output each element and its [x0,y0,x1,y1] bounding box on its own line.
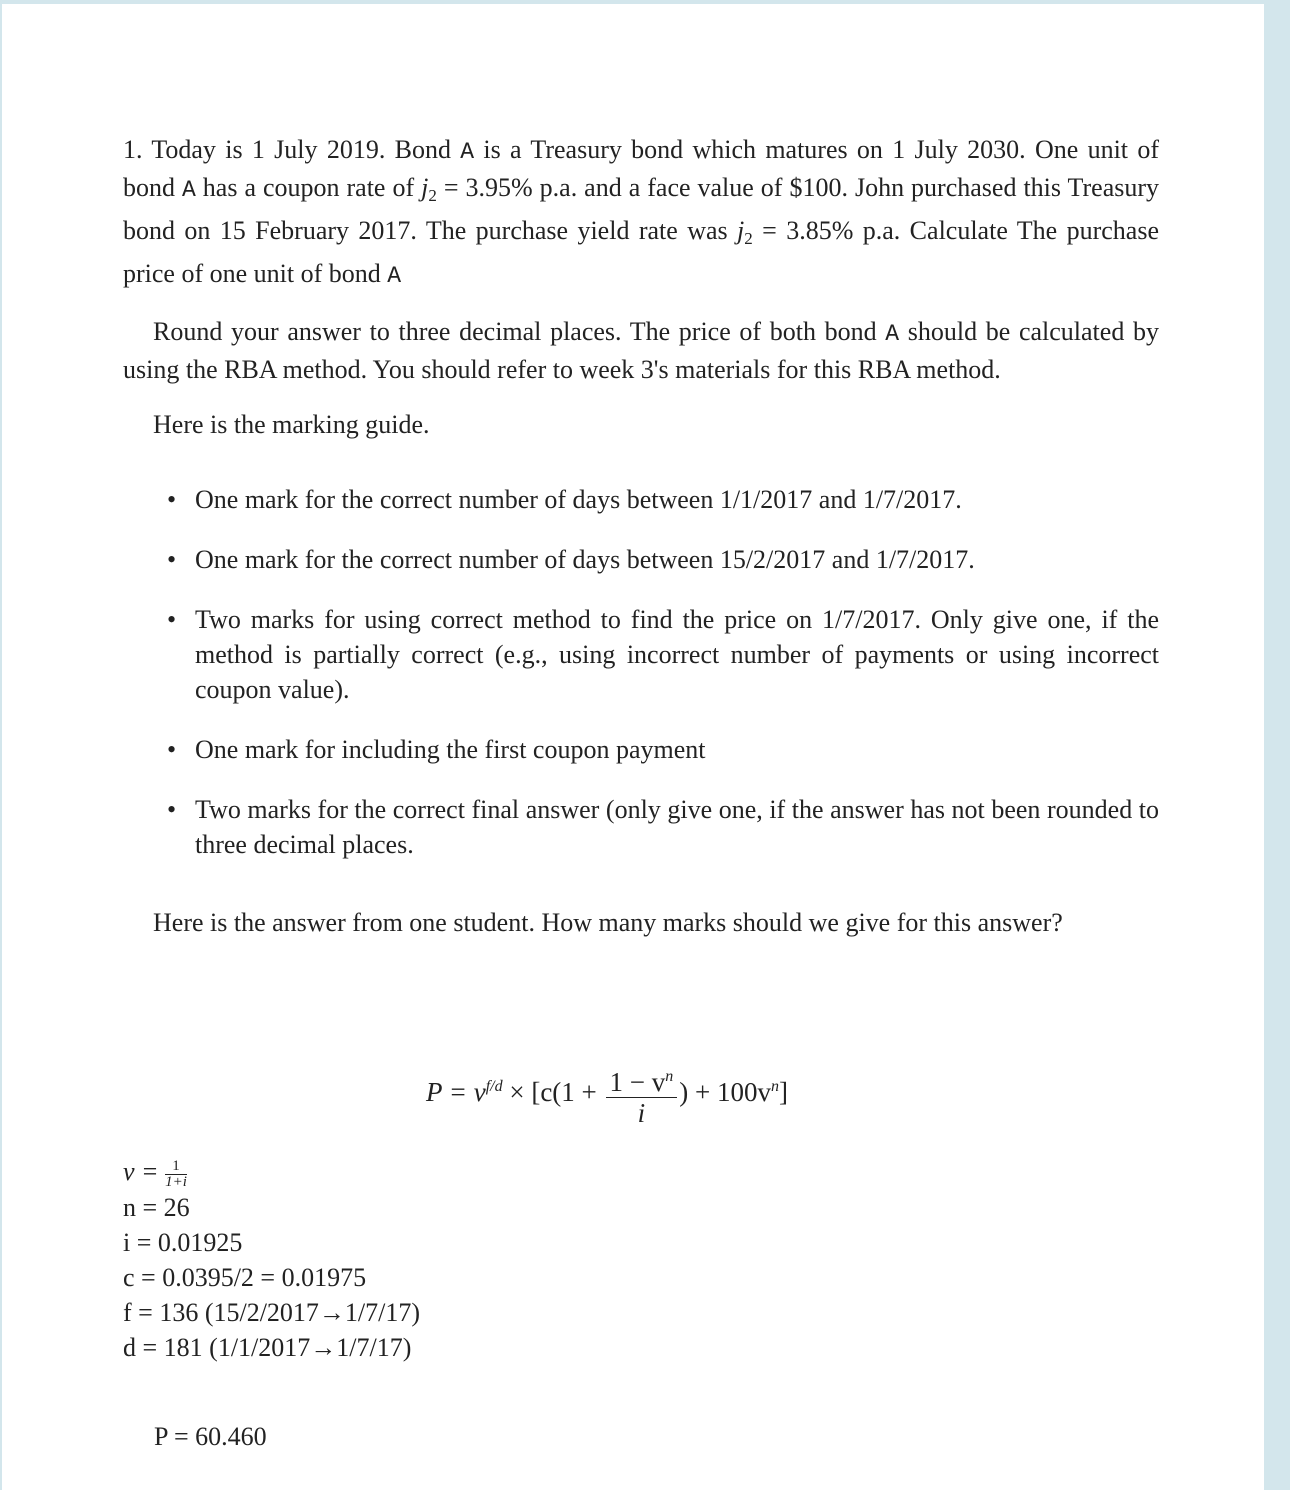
formula-part: ) + 100v [679,1077,771,1108]
question-text: has a coupon rate of [195,173,422,202]
fraction-denominator: 1+i [165,1173,187,1190]
fraction-numerator: 1 [165,1159,187,1175]
formula-exponent: n [770,1078,779,1096]
variable-d: d = 181 (1/1/2017→1/7/17) [123,1332,412,1362]
guide-item: • One mark for including the first coupon payment [123,732,1159,767]
math-subscript: 2 [428,186,437,205]
guide-item: • One mark for the correct number of days between 1/1/2017 and 1/7/2017. [123,482,1159,517]
math-subscript: 2 [744,229,753,248]
bond-label: A [460,139,475,165]
variable-c: c = 0.0395/2 = 0.01975 [123,1262,367,1292]
marking-guide-list [123,482,1159,862]
formula-part: ] [778,1077,788,1108]
question-body [123,132,1159,940]
question-text: = 3.95% p.a. and a face value of $100. John purchased this Treasury bond on 15 February 2017. The purchase yield rate was [123,173,1160,245]
document-page [2,4,1264,1490]
bond-label: A [885,321,900,347]
variable-label: v = [123,1157,166,1186]
formula-exponent: f/d [485,1078,503,1096]
guide-intro: Here is the marking guide. [153,410,430,439]
formula-part: × [c(1 + [502,1077,604,1108]
guide-item: • Two marks for using correct method to find the price on 1/7/2017. Only give one, if the method is partially correct (e.g., using incorrect number of payments or using incorrect coupon value). [123,602,1159,707]
question-text: is a Treasury bond which matures on 1 July 2030. One unit of bond [123,135,1159,202]
final-price: P = 60.460 [154,1422,267,1451]
bond-label: A [387,263,402,289]
fraction-denominator: i [637,1098,646,1128]
variable-n: n = 26 [123,1192,190,1222]
variable-i: i = 0.01925 [123,1227,243,1257]
variable-list [123,1154,420,1365]
guide-item: • One mark for the correct number of days between 15/2/2017 and 1/7/2017. [123,542,1159,577]
formula-exponent: n [665,1068,674,1085]
instruction-paragraph [123,314,1159,387]
instruction-text: Round your answer to three decimal places. The price of both bond [153,317,886,346]
guide-item: • Two marks for the correct final answer (only give one, if the answer has not been rounded to three decimal places. [123,792,1159,862]
variable-f: f = 136 (15/2/2017→1/7/17) [123,1297,421,1327]
v-fraction [165,1159,187,1190]
bond-label: A [182,177,196,203]
price-formula [426,1062,788,1132]
formula-part: P = v [426,1077,486,1108]
question-paragraph [123,132,1159,294]
question-text: 1. Today is 1 July 2019. Bond [123,135,461,164]
math-symbol: j [737,216,745,245]
fraction-numerator: 1 − v [609,1067,666,1097]
variable-v [123,1154,420,1190]
question-text: = 3.85% p.a. Calculate The purchase price of one unit of bond [123,216,1159,288]
annuity-fraction [606,1062,678,1128]
math-symbol: j [421,173,429,202]
student-prompt: Here is the answer from one student. How many marks should we give for this answer? [153,908,1063,937]
instruction-text: should be calculated by using the RBA method. You should refer to week 3's materials for this RBA method. [123,317,1159,384]
